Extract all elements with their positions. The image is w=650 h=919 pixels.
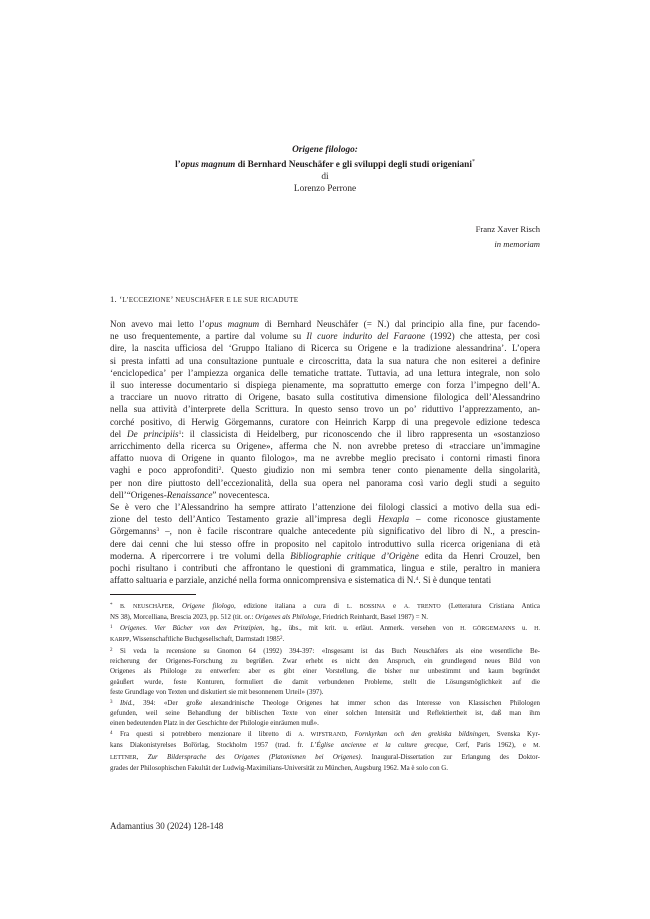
text-line: ‘enciclopedica’ per l’ampiezza organica delle tematiche trattate. Tuttavia, ad una lettura integrale, non solo bbox=[110, 367, 540, 378]
small-caps-name: H. bbox=[534, 625, 540, 632]
footnote-line: reicherung der Origenes-Forschung zu begrüßen. Zwar erhebt es nicht den Anspruch, ein grundlegend neues Bild von bbox=[110, 657, 540, 666]
footnote-line: gefunden, weil seine Behandlung der biblischen Texte von einer solchen Intensität und Reflektiertheit ist, daß man ihm bbox=[110, 709, 540, 718]
small-caps-name: H. GÖRGEMANNS bbox=[460, 625, 515, 632]
dedication-name: Franz Xaver Risch bbox=[475, 224, 540, 234]
article-subtitle: l’opus magnum di Bernhard Neuschäfer e gli sviluppi degli studi origeniani* bbox=[175, 159, 475, 171]
footnote bbox=[110, 623, 540, 646]
footnote-marker-box bbox=[110, 698, 120, 708]
footnote bbox=[110, 646, 540, 698]
dedication bbox=[476, 222, 540, 252]
small-caps-name: A. TRENTO bbox=[403, 604, 441, 610]
footnotes bbox=[110, 601, 540, 774]
text-line: il suo interesse documentario si dispiega pienamente, ma soprattutto emerge con forza l’impegno dell’A. bbox=[110, 380, 540, 391]
section-heading: 1. ‘L’ECCEZIONE’ NEUSCHÄFER E LE SUE RICADUTE bbox=[110, 294, 299, 304]
text-line: vaghi e poco approfonditi$^2$. Questo giudizio non mi sembra tener conto pienamente della singolarità, bbox=[110, 465, 540, 476]
footnote-marker: 3 bbox=[110, 699, 113, 705]
italic-text: Origene filologo bbox=[181, 602, 235, 610]
footnote bbox=[110, 729, 540, 774]
text-line: dell’“Origenes-Renaissance” novecentesca. bbox=[110, 489, 270, 500]
text-line: per non dire piuttosto dell’eccezionalità, della sua opera nel panorama così vario degli studi a seguito bbox=[110, 477, 540, 488]
author-name: Lorenzo Perrone bbox=[293, 184, 357, 195]
footnote-line: kans Diakonistyrelses Bořörlag, Stockholm 1957 (trad. fr. L’Église ancienne et la culture grecque, Cerf, Paris 1962), e M. bbox=[110, 741, 540, 750]
footnote-line: geäußert wurde, feste Konturen, formuliert die damit verbundenen Probleme, stellt die Lösungsmöglichkeit auf die bbox=[110, 677, 540, 686]
article-title: Origene filologo: bbox=[292, 145, 358, 155]
text-line: Se è vero che l’Alessandrino ha sempre attirato l’attenzione dei filologi classici a motivo della sua edi- bbox=[110, 502, 540, 513]
footnote-marker: 1 bbox=[110, 624, 113, 630]
text-line: dere dai cenni che lui stesso offre in proposito nel capitolo introduttivo sulla ricerca origeniana di età bbox=[110, 538, 540, 549]
footnote-reference[interactable]: 2 bbox=[279, 636, 283, 642]
footnote-line: $^4$ Fra questi si potrebbero menzionare il libretto di A. WIFSTRAND, Fornkyrkan och den grekiska bildningen, Svenska Kyr- bbox=[110, 729, 540, 738]
text-line: Görgemanns$^3$ –, non è facile riscontrare qualche antecedente più significativo del libro di N., a prescin- bbox=[110, 526, 540, 537]
small-caps-name: KARPP bbox=[110, 637, 130, 644]
footnote-marker-box bbox=[110, 623, 120, 633]
journal-citation: Adamantius 30 (2024) 128-148 bbox=[110, 821, 224, 831]
footnote-marker-box bbox=[110, 646, 120, 656]
text-line: ne uso frequentemente, a partire dal volume su Il cuore indurito del Faraone (1992) che attesta, per così bbox=[110, 331, 540, 342]
footnote-marker-box bbox=[110, 729, 120, 739]
italic-text: Il cuore indurito del Faraone bbox=[306, 331, 426, 342]
paragraph-2 bbox=[110, 501, 540, 586]
footnote-line: $^1$ Origenes. Vier Bücher von den Prinzipien, hg., übs., mit krit. u. erläut. Anmerk. versehen von H. GÖRGEMANNS u. H. bbox=[110, 623, 540, 632]
footnote-marker-box bbox=[110, 601, 120, 611]
small-caps-name: L. BOSSINA bbox=[346, 604, 386, 610]
italic-text: opus magnum bbox=[204, 319, 260, 329]
footnote-reference[interactable]: 3 bbox=[156, 527, 160, 534]
text-line: moderna. A ripercorrere i tre volumi della Bibliographie critique d’Origène edita da Henri Crouzel, ben bbox=[110, 550, 540, 561]
footnote-reference[interactable]: 2 bbox=[218, 466, 222, 473]
article-header bbox=[110, 144, 540, 195]
text-line: si presta infatti ad una consultazione puntuale e circoscritta, data la sua natura che non esiterei a definire bbox=[110, 355, 540, 366]
dedication-memoriam: in memoriam bbox=[494, 239, 540, 249]
footnote-marker: 4 bbox=[110, 730, 113, 736]
italic-text: Zur Bildersprache des Origenes (Platonismen bei Origenes) bbox=[147, 752, 361, 761]
text-line: a tracciare un nuovo ritratto di Origene, basato sulla costitutiva dimensione filologica dell’Alessandrino bbox=[110, 392, 540, 403]
italic-text: De principiis bbox=[127, 428, 179, 439]
footnote-rule bbox=[110, 594, 196, 595]
footnote-marker: * bbox=[110, 603, 113, 608]
italic-text: Bibliographie critique d’Origène bbox=[290, 550, 419, 561]
italic-text: L’Église ancienne et la culture grecque bbox=[310, 741, 447, 750]
text-line: del De principiis$^1$: il classicista di Heidelberg, pur riconoscendo che il libro rappresenta un «sostanzioso bbox=[110, 428, 540, 439]
footnote-line: Origenes als Philologe zu entwerfen: aber es gibt einer Vorstellung, die bisher nur unbestimmt und kaum begründet bbox=[110, 667, 540, 676]
footnote-line: KARPP, Wissenschaftliche Buchgesellschaft, Darmstadt 1985$^2$. bbox=[110, 635, 285, 644]
text-line: zione del testo dell’Antico Testamento grazie all’impresa degli Hexapla – come riconosce giustamente bbox=[110, 514, 540, 525]
text-line: dire, la nascita ufficiosa del ‘Gruppo Italiano di Ricerca su Origene e la tradizione alessandrina’. L’opera bbox=[110, 343, 540, 354]
italic-text: Fornkyrkan och den grekiska bildningen bbox=[354, 729, 489, 738]
footnote-reference[interactable]: 4 bbox=[415, 576, 419, 583]
text-line: affatto saltuaria e parziale, anziché nella forma onnicomprensiva e sistematica di N.$^4$. Si è dunque tentati bbox=[110, 575, 492, 586]
italic-text: Ibid. bbox=[120, 698, 133, 707]
italic-text: Hexapla bbox=[378, 514, 410, 525]
text-line: affatto nuova di Origene in quanto filologo», ma ne avrebbe meglio precisato i contorni rimasti finora bbox=[110, 453, 540, 464]
italic-text: Origenes als Philologe bbox=[255, 613, 320, 622]
footnote-line: * B. NEUSCHÄFER, Origene filologo, edizione italiana a cura di L. BOSSINA e A. TRENTO (Letteratura Cristiana Antica bbox=[110, 602, 540, 610]
footnote bbox=[110, 698, 540, 729]
text-line: nella sua attività d’interprete della Scrittura. In questo senso trovo un po’ riduttivo l’apprezzamento, an- bbox=[110, 404, 540, 415]
footnote-line: NS 38), Morcelliana, Brescia 2023, pp. 512 (tit. or.: Origenes als Philologe, Friedrich Reinhardt, Basel 1987) = N. bbox=[110, 613, 428, 622]
footnote-line: feste Grundlage von Texten und diskutiert sie mit besonnenem Urteil» (397). bbox=[110, 688, 324, 697]
italic-text: Origenes. Vier Bücher von den Prinzipien bbox=[120, 623, 263, 632]
footnote bbox=[110, 601, 540, 623]
small-caps-name: B. NEUSCHÄFER bbox=[120, 604, 173, 610]
text-line: corché positivo, di Herwig Görgemanns, curatore con Heinrich Karpp di una pregevole edizione tedesca bbox=[110, 416, 540, 427]
footnote-line: einen bedeutenden Platz in der Geschichte der Philologie einräumen muß». bbox=[110, 719, 319, 728]
small-caps-name: A. WIFSTRAND bbox=[298, 731, 346, 738]
body-text bbox=[110, 318, 540, 586]
footnote-line: $^3$ Ibid., 394: «Der große alexandrinische Theologe Origenes hat immer schon das Interesse von Klassischen Philologen bbox=[110, 698, 540, 707]
footnote-reference[interactable]: 1 bbox=[178, 429, 182, 436]
italic-text: Renaissance bbox=[166, 489, 213, 500]
text-line: pochi risultano i contributi che affrontano le questioni di grammatica, lingua e stile, peraltro in maniera bbox=[110, 563, 540, 574]
footnote-line: grades der Philosophischen Fakultät der Ludwig-Maximilians-Universität zu München, Augsburg 1962. Ma è solo con G. bbox=[110, 764, 449, 773]
text-line: arricchimento della ricerca su Origene», afferma che N. non avrebbe preteso di «tracciare un’immagine bbox=[110, 441, 540, 452]
small-caps-name: LETTNER bbox=[110, 754, 137, 761]
title-footnote-marker[interactable]: * bbox=[471, 159, 475, 165]
paragraph-1 bbox=[110, 318, 540, 501]
byline-di: di bbox=[321, 172, 329, 183]
footnote-line: LETTNER, Zur Bildersprache des Origenes (Platonismen bei Origenes). Inaugural-Dissertation zur Erlangung des Doktor- bbox=[110, 752, 540, 761]
small-caps-name: M. bbox=[533, 743, 540, 750]
footnote-marker: 2 bbox=[110, 647, 113, 653]
footnote-line: $^2$ Si veda la recensione su Gnomon 64 (1992) 394-397: «Insgesamt ist das Buch Neuschäfers als eine wesentliche Be- bbox=[110, 646, 540, 655]
text-line: Non avevo mai letto l’opus magnum di Bernhard Neuschäfer (= N.) dal principio alla fine, pur facendo- bbox=[110, 319, 540, 329]
